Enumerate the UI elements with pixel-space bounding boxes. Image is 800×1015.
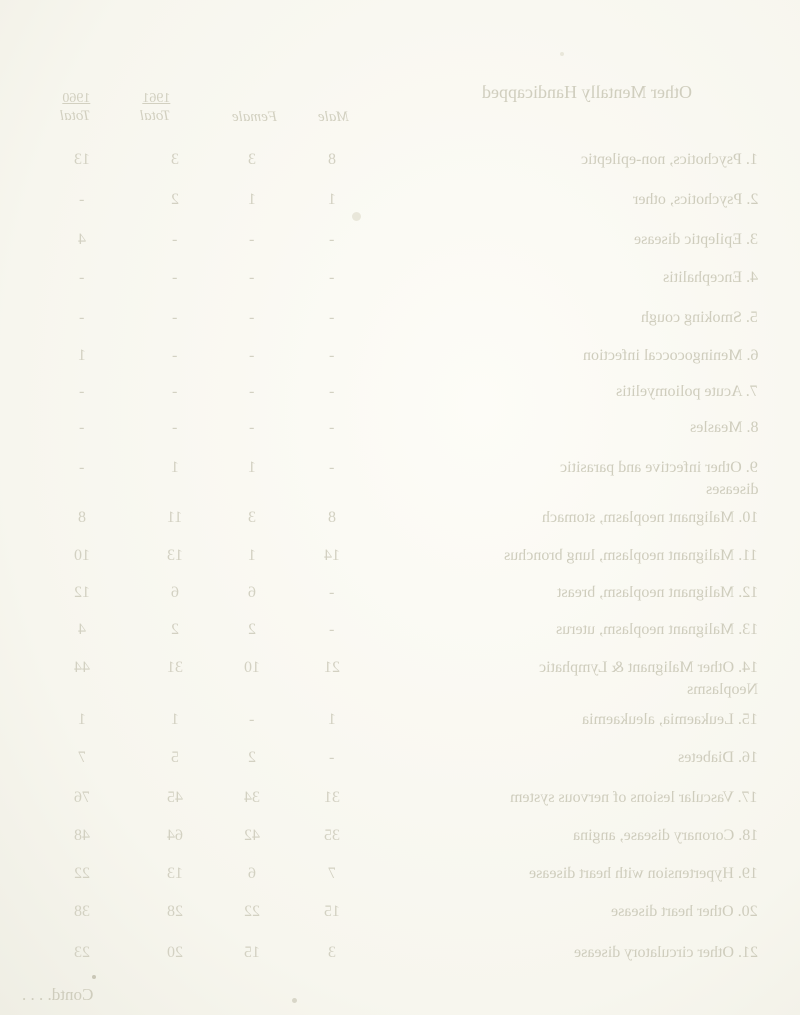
table-cell: 6 [248, 584, 256, 601]
row-label: 14. Other Malignant & Lymphatic Neoplasms [538, 659, 758, 698]
table-cell: 76 [74, 789, 90, 806]
table-cell: - [249, 711, 255, 728]
table-cell: - [172, 347, 178, 364]
table-cell: - [329, 231, 335, 248]
page-title: Other Mentally Handicapped [482, 82, 692, 102]
table-cell: 1 [78, 711, 86, 728]
table-cell: - [329, 621, 335, 638]
table-cell: - [172, 419, 178, 436]
table-cell: - [329, 749, 335, 766]
table-cell: - [79, 191, 85, 208]
table-cell: 4 [78, 231, 86, 248]
table-cell: - [249, 309, 255, 326]
table-cell: 12 [74, 584, 90, 601]
table-cell: 3 [171, 151, 179, 168]
table-cell: 34 [244, 789, 260, 806]
table-cell: - [79, 309, 85, 326]
table-cell: 4 [78, 621, 86, 638]
table-cell: - [329, 269, 335, 286]
table-cell: 21 [324, 659, 340, 676]
table-cell: - [329, 584, 335, 601]
row-label: 9. Other infective and parasitic diseases [560, 459, 758, 498]
row-label: 12. Malignant neoplasm, breast [556, 584, 758, 601]
table-cell: - [329, 419, 335, 436]
table-cell: 38 [74, 903, 90, 920]
row-label: 2. Psychotics, other [632, 191, 758, 208]
table-cell: 42 [244, 827, 260, 844]
row-label: 7. Acute poliomyelitis [616, 383, 758, 400]
table-cell: 14 [324, 547, 340, 564]
column-header-total-1960: 1960 Total [60, 91, 91, 124]
table-cell: - [79, 419, 85, 436]
table-cell: 15 [244, 944, 260, 961]
row-label: 4. Encephalitis [662, 269, 758, 286]
paper-speck [560, 52, 564, 56]
table-cell: 44 [74, 659, 90, 676]
table-cell: - [249, 231, 255, 248]
table-cell: 64 [167, 827, 183, 844]
row-label: 21. Other circulatory disease [574, 944, 758, 961]
table-cell: 1 [328, 711, 336, 728]
row-label: 6. Meningococcal infection [582, 347, 758, 364]
table-cell: - [249, 269, 255, 286]
table-cell: 7 [78, 749, 86, 766]
table-cell: 13 [74, 151, 90, 168]
table-cell: 3 [328, 944, 336, 961]
table-cell: 2 [171, 621, 179, 638]
row-label: 8. Measles [689, 419, 758, 436]
row-label: 1. Psychotics, non-epileptic [581, 151, 758, 168]
table-cell: 20 [167, 944, 183, 961]
table-cell: - [249, 347, 255, 364]
table-cell: 11 [167, 509, 183, 526]
column-header-male: Male [318, 109, 349, 125]
table-cell: - [172, 309, 178, 326]
column-header-total-1961: 1961 Total [140, 91, 171, 124]
row-label: 3. Epileptic disease [634, 231, 758, 248]
table-cell: 8 [328, 509, 336, 526]
table-cell: - [249, 419, 255, 436]
table-cell: 1 [248, 191, 256, 208]
table-cell: - [329, 383, 335, 400]
table-cell: - [329, 459, 335, 476]
table-cell: 22 [244, 903, 260, 920]
table-cell: 35 [324, 827, 340, 844]
table-cell: - [79, 459, 85, 476]
table-cell: 5 [171, 749, 179, 766]
table-cell: 1 [328, 191, 336, 208]
row-label: 20. Other heart disease [611, 903, 758, 920]
table-cell: - [172, 383, 178, 400]
row-label: 5. Smoking cough [641, 309, 758, 326]
table-cell: 10 [74, 547, 90, 564]
table-cell: - [79, 269, 85, 286]
table-cell: 3 [248, 151, 256, 168]
paper-speck [292, 998, 297, 1003]
continued-note: Contd. . . . [22, 985, 94, 1004]
table-cell: - [172, 231, 178, 248]
table-cell: 1 [171, 459, 179, 476]
table-cell: 45 [167, 789, 183, 806]
table-cell: 1 [248, 547, 256, 564]
table-cell: 23 [74, 944, 90, 961]
table-cell: 6 [248, 865, 256, 882]
table-cell: 13 [167, 865, 183, 882]
paper-speck [92, 975, 96, 979]
table-cell: 8 [328, 151, 336, 168]
table-cell: - [172, 269, 178, 286]
table-cell: 13 [167, 547, 183, 564]
table-cell: 10 [244, 659, 260, 676]
row-label: 11. Malignant neoplasm, lung bronchus [504, 547, 758, 564]
table-cell: 31 [167, 659, 183, 676]
table-cell: 48 [74, 827, 90, 844]
column-header-female: Female [232, 109, 277, 125]
row-label: 16. Diabetes [678, 749, 758, 766]
table-cell: 2 [171, 191, 179, 208]
table-cell: 2 [248, 621, 256, 638]
row-label: 19. Hypertension with heart disease [529, 865, 758, 882]
table-cell: 1 [248, 459, 256, 476]
table-cell: 7 [328, 865, 336, 882]
table-cell: - [79, 383, 85, 400]
table-cell: 1 [171, 711, 179, 728]
row-label: 18. Coronary disease, angina [572, 827, 758, 844]
row-label: 17. Vascular lesions of nervous system [510, 789, 758, 806]
table-cell: 15 [324, 903, 340, 920]
table-cell: 22 [74, 865, 90, 882]
row-label: 10. Malignant neoplasm, stomach [541, 509, 758, 526]
table-cell: 2 [248, 749, 256, 766]
table-cell: 1 [78, 347, 86, 364]
table-cell: 8 [78, 509, 86, 526]
row-label: 15. Leukaemia, aleukaemia [582, 711, 758, 728]
table-cell: 31 [324, 789, 340, 806]
table-cell: 3 [248, 509, 256, 526]
paper-speck [352, 212, 361, 221]
table-cell: 6 [171, 584, 179, 601]
table-cell: 28 [167, 903, 183, 920]
table-cell: - [329, 347, 335, 364]
table-cell: - [329, 309, 335, 326]
row-label: 13. Malignant neoplasm, uterus [555, 621, 758, 638]
table-cell: - [249, 383, 255, 400]
